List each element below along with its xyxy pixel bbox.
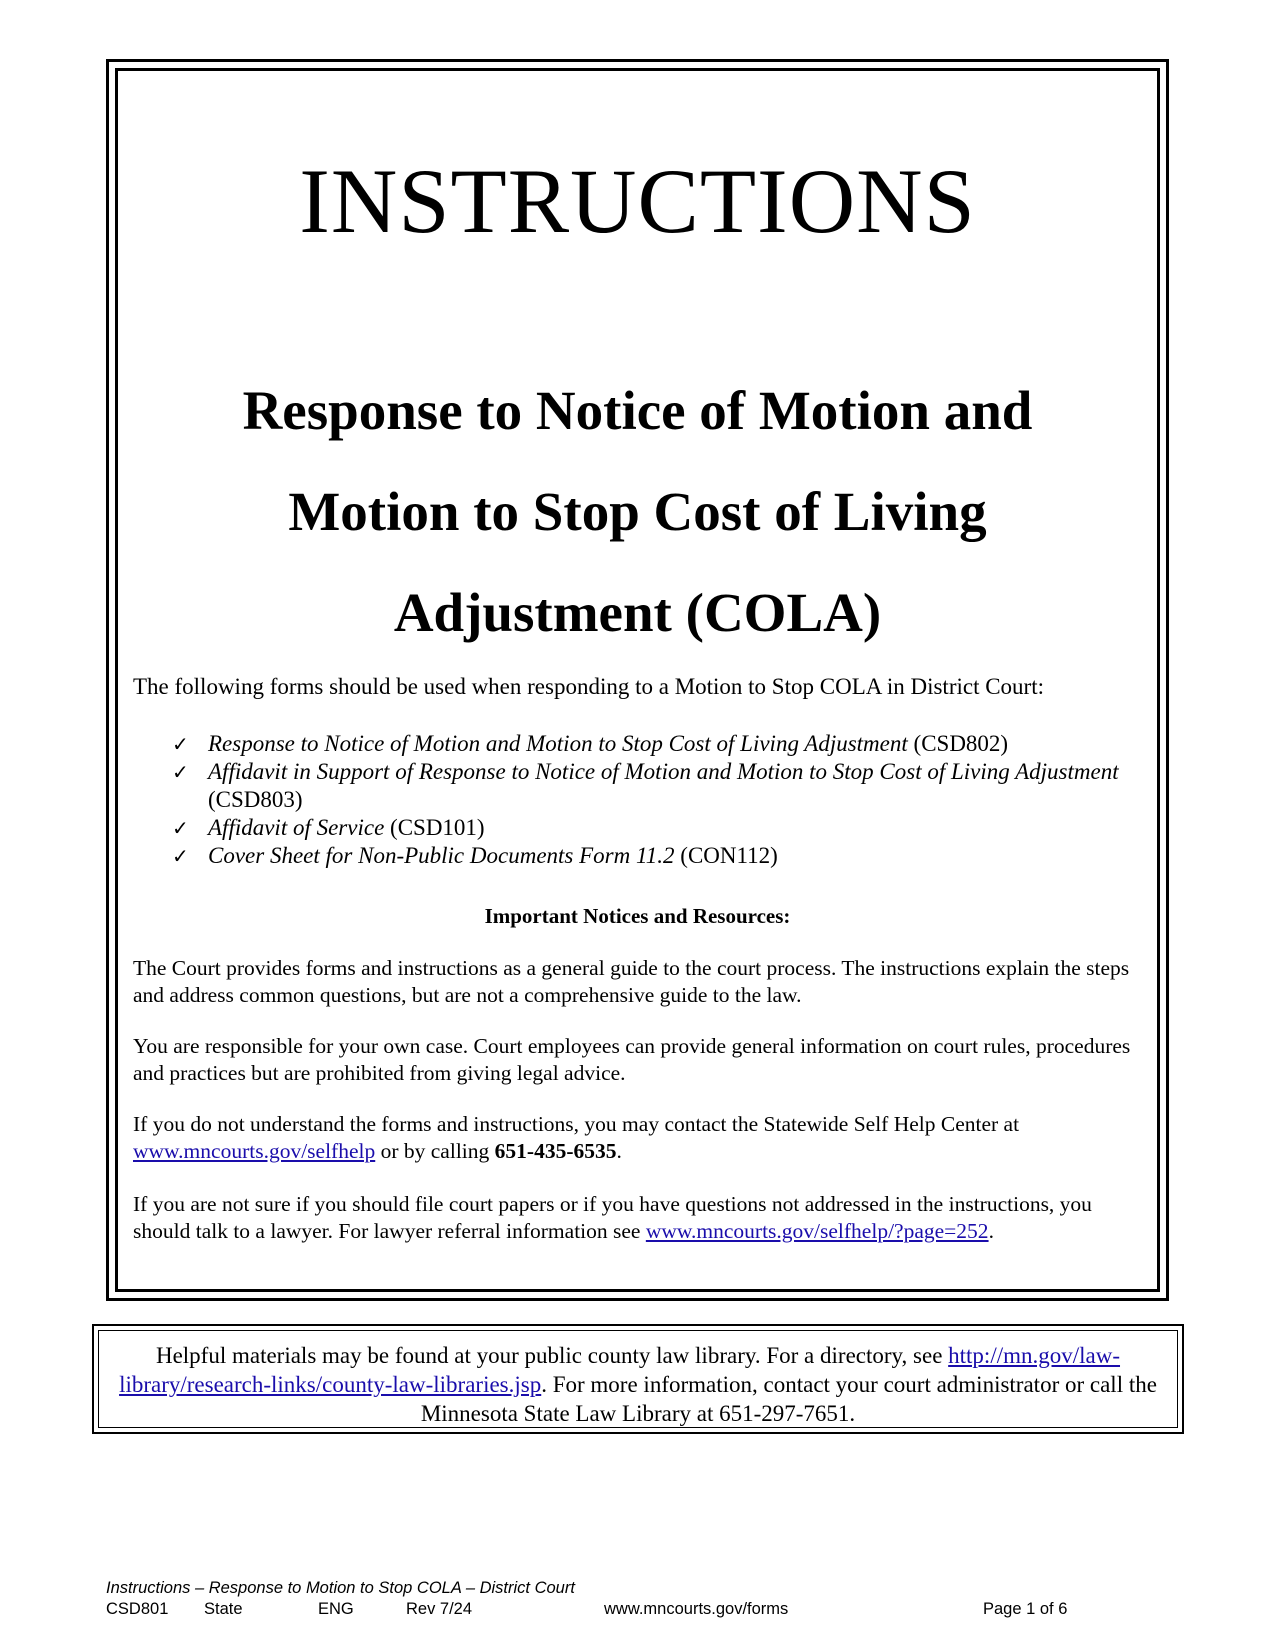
library-text-start: Helpful materials may be found at your public county law library. For a directory, see [155,1343,949,1368]
self-help-link[interactable]: www.mncourts.gov/selfhelp [133,1139,376,1163]
list-item [172,842,1132,870]
list-item [172,758,1132,814]
notices-heading: Important Notices and Resources: [484,904,791,928]
library-text-end: . For more information, contact your court administrator or call the Minnesota State Law Library at 651-297-7651. [420,1372,1157,1426]
checkmark-icon: ✓ [172,760,189,784]
footer-level: State [204,1600,243,1618]
list-item [172,814,1132,842]
self-help-paragraph [133,1111,1153,1165]
period-text: . [988,1219,994,1243]
calling-text: or by calling [375,1139,495,1163]
form-title: Response to Notice of Motion and Motion to Stop Cost of Living Adjustment (COLA) [242,380,1033,643]
footer-website: www.mncourts.gov/forms [604,1600,789,1618]
form-name: Affidavit in Support of Response to Notice of Motion and Motion to Stop Cost of Living Adjustment [208,759,1119,784]
form-name: Cover Sheet for Non-Public Documents Form 11.2 [208,843,675,868]
law-library-box [92,1324,1184,1434]
forms-list [172,730,1132,870]
form-code: (CON112) [680,843,778,868]
law-library-link[interactable]: http://mn.gov/law-library/research-links/county-law-libraries.jsp [119,1343,1121,1397]
self-help-phone: 651-435-6535 [494,1139,617,1163]
form-code: (CSD802) [913,731,1009,756]
footer-revision: Rev 7/24 [406,1600,473,1618]
law-library-inner-border [98,1330,1178,1428]
self-help-text: If you do not understand the forms and instructions, you may contact the Statewide Self Help Center at [133,1112,1020,1136]
page-footer [106,1578,1106,1620]
form-name: Response to Notice of Motion and Motion to Stop Cost of Living Adjustment [208,731,908,756]
lawyer-text: If you are not sure if you should file court papers or if you have questions not addressed in the instructions, you should talk to a lawyer. For lawyer referral information see [133,1192,1092,1243]
intro-text: The following forms should be used when responding to a Motion to Stop COLA in District Court: [133,674,1044,699]
list-item [172,730,1132,758]
footer-language: ENG [318,1600,354,1618]
responsibility-paragraph: You are responsible for your own case. Court employees can provide general information on court rules, procedures and practices but are prohibited from giving legal advice. [133,1034,1131,1085]
form-code: (CSD803) [208,787,303,812]
footer-form-code: CSD801 [106,1600,169,1618]
footer-row [106,1599,1106,1620]
law-library-text [99,1341,1177,1428]
lawyer-paragraph [133,1191,1153,1245]
form-code: (CSD101) [390,815,485,840]
checkmark-icon: ✓ [172,816,189,840]
lawyer-referral-link[interactable]: www.mncourts.gov/selfhelp/?page=252 [645,1219,989,1243]
court-guide-paragraph: The Court provides forms and instructions as a general guide to the court process. The instructions explain the steps and address common questions, but are not a comprehensive guide to the law. [133,956,1130,1007]
page-title: INSTRUCTIONS [299,150,976,252]
footer-page-number: Page 1 of 6 [983,1600,1068,1618]
footer-title: Instructions – Response to Motion to Stop COLA – District Court [106,1579,575,1597]
form-name: Affidavit of Service [208,815,385,840]
checkmark-icon: ✓ [172,732,189,756]
checkmark-icon: ✓ [172,844,189,868]
period-text: . [616,1139,622,1163]
